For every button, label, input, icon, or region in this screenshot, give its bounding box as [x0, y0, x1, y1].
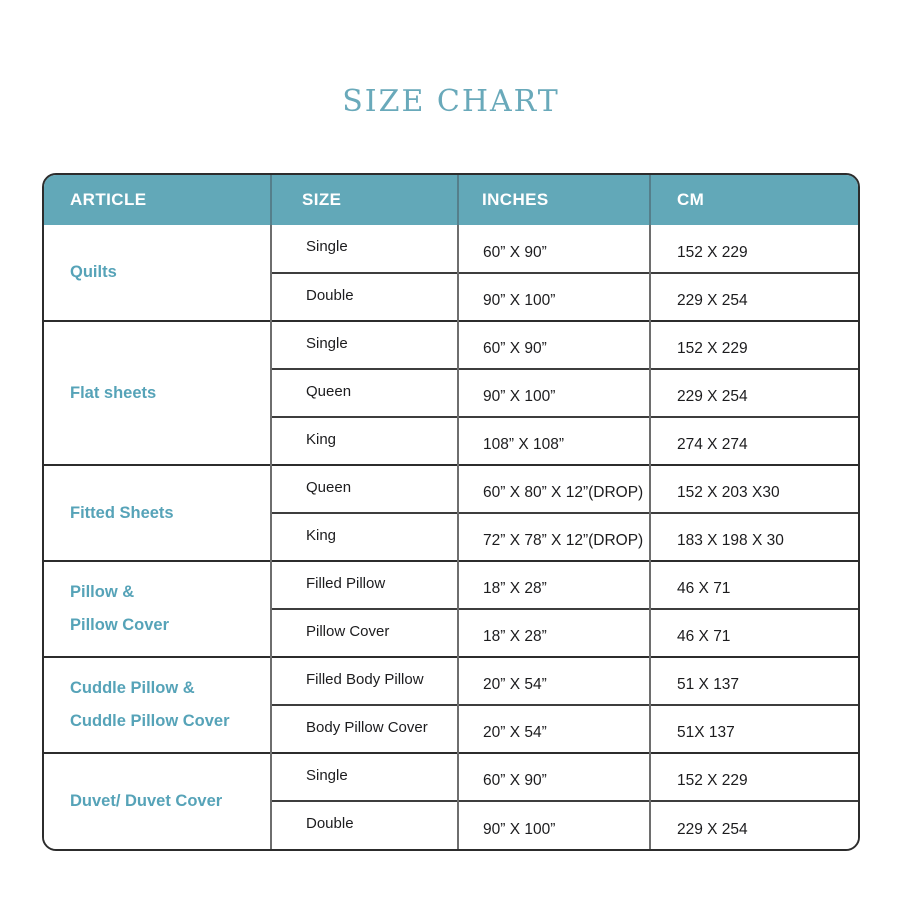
- cm-cell: 229 X 254: [650, 369, 858, 417]
- cm-cell: 152 X 229: [650, 225, 858, 273]
- inches-cell: 60” X 90”: [458, 225, 650, 273]
- cm-cell: 229 X 254: [650, 273, 858, 321]
- cm-cell: 51X 137: [650, 705, 858, 753]
- size-cell: King: [271, 417, 458, 465]
- cm-cell: 229 X 254: [650, 801, 858, 849]
- article-cell-flat-sheets: Flat sheets: [44, 321, 271, 465]
- size-chart-table-container: [42, 173, 860, 851]
- article-cell-duvet: Duvet/ Duvet Cover: [44, 753, 271, 849]
- size-chart-table: [44, 175, 858, 849]
- inches-cell: 60” X 80” X 12”(DROP): [458, 465, 650, 513]
- table-row: [44, 225, 858, 273]
- inches-cell: 60” X 90”: [458, 753, 650, 801]
- cm-cell: 46 X 71: [650, 561, 858, 609]
- column-header-size: SIZE: [271, 175, 458, 225]
- size-cell: Body Pillow Cover: [271, 705, 458, 753]
- inches-cell: 108” X 108”: [458, 417, 650, 465]
- table-row: [44, 657, 858, 705]
- page-title: SIZE CHART: [342, 84, 560, 119]
- column-header-cm: CM: [650, 175, 858, 225]
- table-header-row: [44, 175, 858, 225]
- size-cell: Single: [271, 225, 458, 273]
- cm-cell: 152 X 203 X30: [650, 465, 858, 513]
- inches-cell: 90” X 100”: [458, 273, 650, 321]
- article-cell-fitted-sheets: Fitted Sheets: [44, 465, 271, 561]
- table-row: [44, 465, 858, 513]
- inches-cell: 20” X 54”: [458, 705, 650, 753]
- inches-cell: 20” X 54”: [458, 657, 650, 705]
- size-cell: Double: [271, 801, 458, 849]
- cm-cell: 152 X 229: [650, 321, 858, 369]
- column-header-article: ARTICLE: [44, 175, 271, 225]
- size-cell: Single: [271, 753, 458, 801]
- inches-cell: 18” X 28”: [458, 561, 650, 609]
- cm-cell: 152 X 229: [650, 753, 858, 801]
- article-cell-pillow: Pillow & Pillow Cover: [44, 561, 271, 657]
- cm-cell: 51 X 137: [650, 657, 858, 705]
- table-row: [44, 753, 858, 801]
- column-header-inches: INCHES: [458, 175, 650, 225]
- inches-cell: 60” X 90”: [458, 321, 650, 369]
- article-cell-cuddle-pillow: Cuddle Pillow & Cuddle Pillow Cover: [44, 657, 271, 753]
- size-cell: Single: [271, 321, 458, 369]
- size-cell: Pillow Cover: [271, 609, 458, 657]
- cm-cell: 46 X 71: [650, 609, 858, 657]
- inches-cell: 72” X 78” X 12”(DROP): [458, 513, 650, 561]
- size-cell: King: [271, 513, 458, 561]
- article-cell-quilts: Quilts: [44, 225, 271, 321]
- size-cell: Filled Body Pillow: [271, 657, 458, 705]
- size-cell: Double: [271, 273, 458, 321]
- table-row: [44, 561, 858, 609]
- size-cell: Filled Pillow: [271, 561, 458, 609]
- table-row: [44, 321, 858, 369]
- inches-cell: 90” X 100”: [458, 801, 650, 849]
- cm-cell: 274 X 274: [650, 417, 858, 465]
- size-cell: Queen: [271, 369, 458, 417]
- inches-cell: 18” X 28”: [458, 609, 650, 657]
- inches-cell: 90” X 100”: [458, 369, 650, 417]
- cm-cell: 183 X 198 X 30: [650, 513, 858, 561]
- size-cell: Queen: [271, 465, 458, 513]
